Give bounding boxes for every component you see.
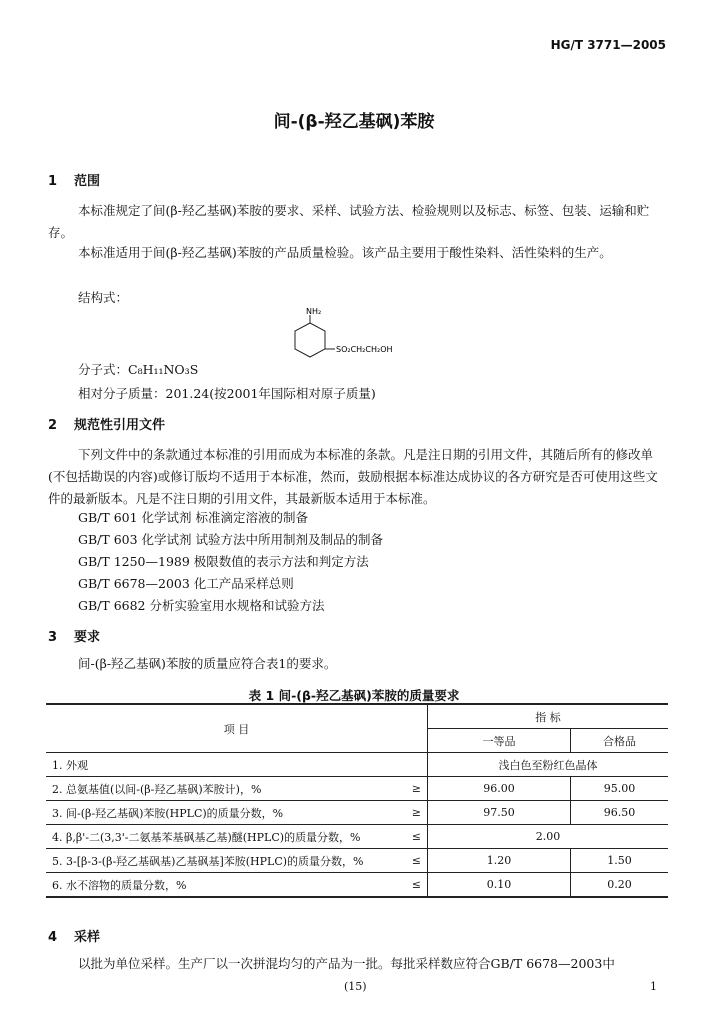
row-unit: ≥ (391, 801, 428, 825)
header-index: 指 标 (428, 704, 669, 729)
section-4-heading (48, 926, 100, 945)
row-first-grade: 96.00 (428, 777, 571, 801)
requirements-intro: 间-(β-羟乙基砜)苯胺的质量应符合表1的要求。 (78, 656, 337, 671)
table-row (46, 849, 668, 873)
section-2-heading (48, 414, 165, 433)
row-first-grade: 1.20 (428, 849, 571, 873)
section-1-heading (48, 170, 100, 189)
row-item: 4. β,β'-二(3,3'-二氨基苯基砜基乙基)醚(HPLC)的质量分数，% (46, 825, 391, 849)
section-number: 1 (48, 174, 58, 189)
nh2-group: NH₂ (306, 307, 322, 316)
scope-paragraph-2: 本标准适用于间(β-羟乙基砜)苯胺的产品质量检验。该产品主要用于酸性染料、活性染料的生产。 (78, 245, 612, 260)
page-number-center: (15) (344, 980, 367, 993)
table-row (46, 825, 668, 849)
ref-item: GB/T 603 化学试剂 试验方法中所用制剂及制品的制备 (78, 532, 383, 547)
row-value: 浅白色至粉红色晶体 (428, 753, 669, 777)
scope-paragraph-1: 本标准规定了间(β-羟乙基砜)苯胺的要求、采样、试验方法、检验规则以及标志、标签、包装、运输和贮存。 (48, 203, 650, 240)
row-item: 1. 外观 (46, 753, 391, 777)
table-caption: 表 1 间-(β-羟乙基砜)苯胺的质量要求 (248, 688, 460, 703)
section-number: 3 (48, 630, 58, 645)
section-title: 要求 (74, 630, 101, 645)
section-number: 4 (48, 930, 58, 945)
row-unit (391, 753, 428, 777)
section-3-heading (48, 626, 100, 645)
table-row (46, 777, 668, 801)
structural-formula (290, 305, 430, 365)
row-unit: ≤ (391, 873, 428, 898)
ref-item: GB/T 6682 分析实验室用水规格和试验方法 (78, 598, 325, 613)
section-title: 规范性引用文件 (74, 418, 166, 433)
row-qualified: 1.50 (571, 849, 669, 873)
section-title: 范围 (74, 174, 101, 189)
ref-item: GB/T 1250—1989 极限数值的表示方法和判定方法 (78, 554, 369, 569)
so2-group: SO₂CH₂CH₂OH (336, 345, 393, 354)
row-qualified: 0.20 (571, 873, 669, 898)
row-unit: ≤ (391, 825, 428, 849)
header-item: 项 目 (46, 704, 428, 753)
sampling-paragraph: 以批为单位采样。生产厂以一次拼混均匀的产品为一批。每批采样数应符合GB/T 6678—2003中 (78, 956, 615, 971)
header-first-grade: 一等品 (428, 729, 571, 753)
row-value: 2.00 (428, 825, 669, 849)
ref-item: GB/T 6678—2003 化工产品采样总则 (78, 576, 294, 591)
ref-item: GB/T 601 化学试剂 标准滴定溶液的制备 (78, 510, 308, 525)
section-number: 2 (48, 418, 58, 433)
molecular-weight: 相对分子质量：201.24(按2001年国际相对原子质量) (78, 386, 376, 401)
row-unit: ≥ (391, 777, 428, 801)
page-number-right: 1 (650, 980, 657, 993)
row-qualified: 96.50 (571, 801, 669, 825)
section-title: 采样 (74, 930, 101, 945)
benzene-ring (295, 323, 325, 357)
refs-intro: 下列文件中的条款通过本标准的引用而成为本标准的条款。凡是注日期的引用文件，其随后所有的修改单(不包括勘误的内容)或修订版均不适用于本标准，然而，鼓励根据本标准达成协议的各方研究是否可使用这些文件的最新版本。凡是不注日期的引用文件，其最新版本适用于本标准。 (48, 447, 658, 506)
page-title: 间-(β-羟乙基砜)苯胺 (273, 112, 435, 132)
table-row (46, 801, 668, 825)
row-item: 2. 总氨基值(以间-(β-羟乙基砜)苯胺计)，% (46, 777, 391, 801)
row-unit: ≤ (391, 849, 428, 873)
row-item: 5. 3-[β-3-(β-羟乙基砜基)乙基砜基]苯胺(HPLC)的质量分数，% (46, 849, 391, 873)
header-qualified: 合格品 (571, 729, 669, 753)
standard-number: HG/T 3771—2005 (550, 38, 666, 52)
table-header-row (46, 704, 668, 729)
row-first-grade: 0.10 (428, 873, 571, 898)
molecular-formula: 分子式：C₈H₁₁NO₃S (78, 362, 199, 377)
table-row (46, 753, 668, 777)
row-qualified: 95.00 (571, 777, 669, 801)
structure-label: 结构式： (78, 290, 129, 305)
table-row (46, 873, 668, 898)
row-item: 3. 间-(β-羟乙基砜)苯胺(HPLC)的质量分数，% (46, 801, 391, 825)
row-first-grade: 97.50 (428, 801, 571, 825)
row-item: 6. 水不溶物的质量分数，% (46, 873, 391, 898)
quality-table (46, 703, 668, 898)
